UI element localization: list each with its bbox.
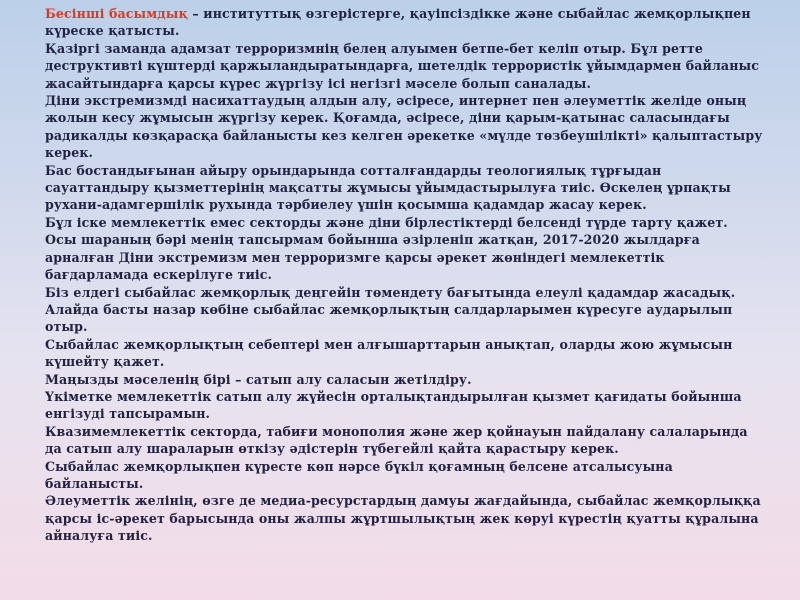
paragraph-centralization: Үкіметке мемлекеттік сатып алу жүйесін орталықтандырылған қызмет қағидаты бойынша енгізуді тапсырамын.	[45, 388, 742, 422]
paragraph-extremism-prevention: Діни экстремизмді насихаттаудың алдын алу, әсіресе, интернет пен әлеуметтік желіде оның жолын кесу жұмысын жүргізу керек. Қоғамда, әсіресе, діни қарым-қатынас саласындағы радикалды көзқарасқа байланысты кез келген әрекетке «мүлде төзбеушілікті» қалыптастыру керек.	[45, 93, 763, 161]
paragraph-state-program: Осы шараның бәрі менің тапсырмам бойынша әзірленіп жатқан, 2017-2020 жылдарға арналған Діни экстремизм мен терроризмге қарсы әрекет жөніндегі мемлекеттік бағдарламада ескерілуге тиіс.	[45, 232, 700, 283]
paragraph-social-media: Әлеуметтік желінің, өзге де медиа-ресурстардың дамуы жағдайында, сыбайлас жемқорлыққа қарсы іс-әрекет барысында оны жалпы жұртшылықтың жек көруі күрестің қуатты құралына айналуға тиіс.	[45, 493, 761, 544]
priority-description: – институттық өзгерістерге, қауіпсіздікке және сыбайлас жемқорлықпен күреске қатысты.	[45, 6, 751, 39]
paragraph-non-state-sector: Бұл іске мемлекеттік емес секторды және діни бірлестіктерді белсенді түрде тарту қажет.	[45, 214, 728, 230]
slide-text-body	[45, 5, 765, 545]
paragraph-terrorism: Қазіргі заманда адамзат терроризмнің белең алуымен бетпе-бет келіп отыр. Бұл ретте деструктивті күштерді қаржыландыратындарға, шетелдік террористік ұйымдармен байланыс жасайтындарға қарсы күрес жүргізу ісі негізгі мәселе болып саналады.	[45, 40, 760, 91]
paragraph-procurement: Маңызды мәселенің бірі – сатып алу саласын жетілдіру.	[45, 371, 472, 387]
paragraph-corruption-steps: Біз елдегі сыбайлас жемқорлық деңгейін төмендету бағытында елеулі қадамдар жасадық. Алайда басты назар көбіне сыбайлас жемқорлықтың салдарларымен күресуге аударылып отыр.	[45, 284, 736, 335]
paragraph-quasi-state: Квазимемлекеттік секторда, табиғи монополия және жер қойнауын пайдалану салаларында да сатып алу шараларын өткізу әдістерін түбегейлі қайта қарастыру керек.	[45, 423, 748, 457]
paragraph-priority-heading	[45, 5, 765, 40]
priority-title: Бесінші басымдық	[45, 6, 188, 21]
paragraph-society-role: Сыбайлас жемқорлықпен күресте көп нәрсе бүкіл қоғамның белсене атсалысуына байланысты.	[45, 458, 673, 491]
paragraph-theological-education: Бас бостандығынан айыру орындарында сотталғандарды теологиялық тұрғыдан сауаттандыру қызметтерінің мақсатты жұмысы ұйымдастырылуға тиіс. Өскелең ұрпақты рухани-адамгершілік рухында тәрбиелеу үшін қосымша қадамдар жасау керек.	[45, 162, 731, 213]
paragraph-corruption-causes: Сыбайлас жемқорлықтың себептері мен алғышарттарын анықтап, оларды жою жұмысын күшейту қажет.	[45, 336, 733, 370]
